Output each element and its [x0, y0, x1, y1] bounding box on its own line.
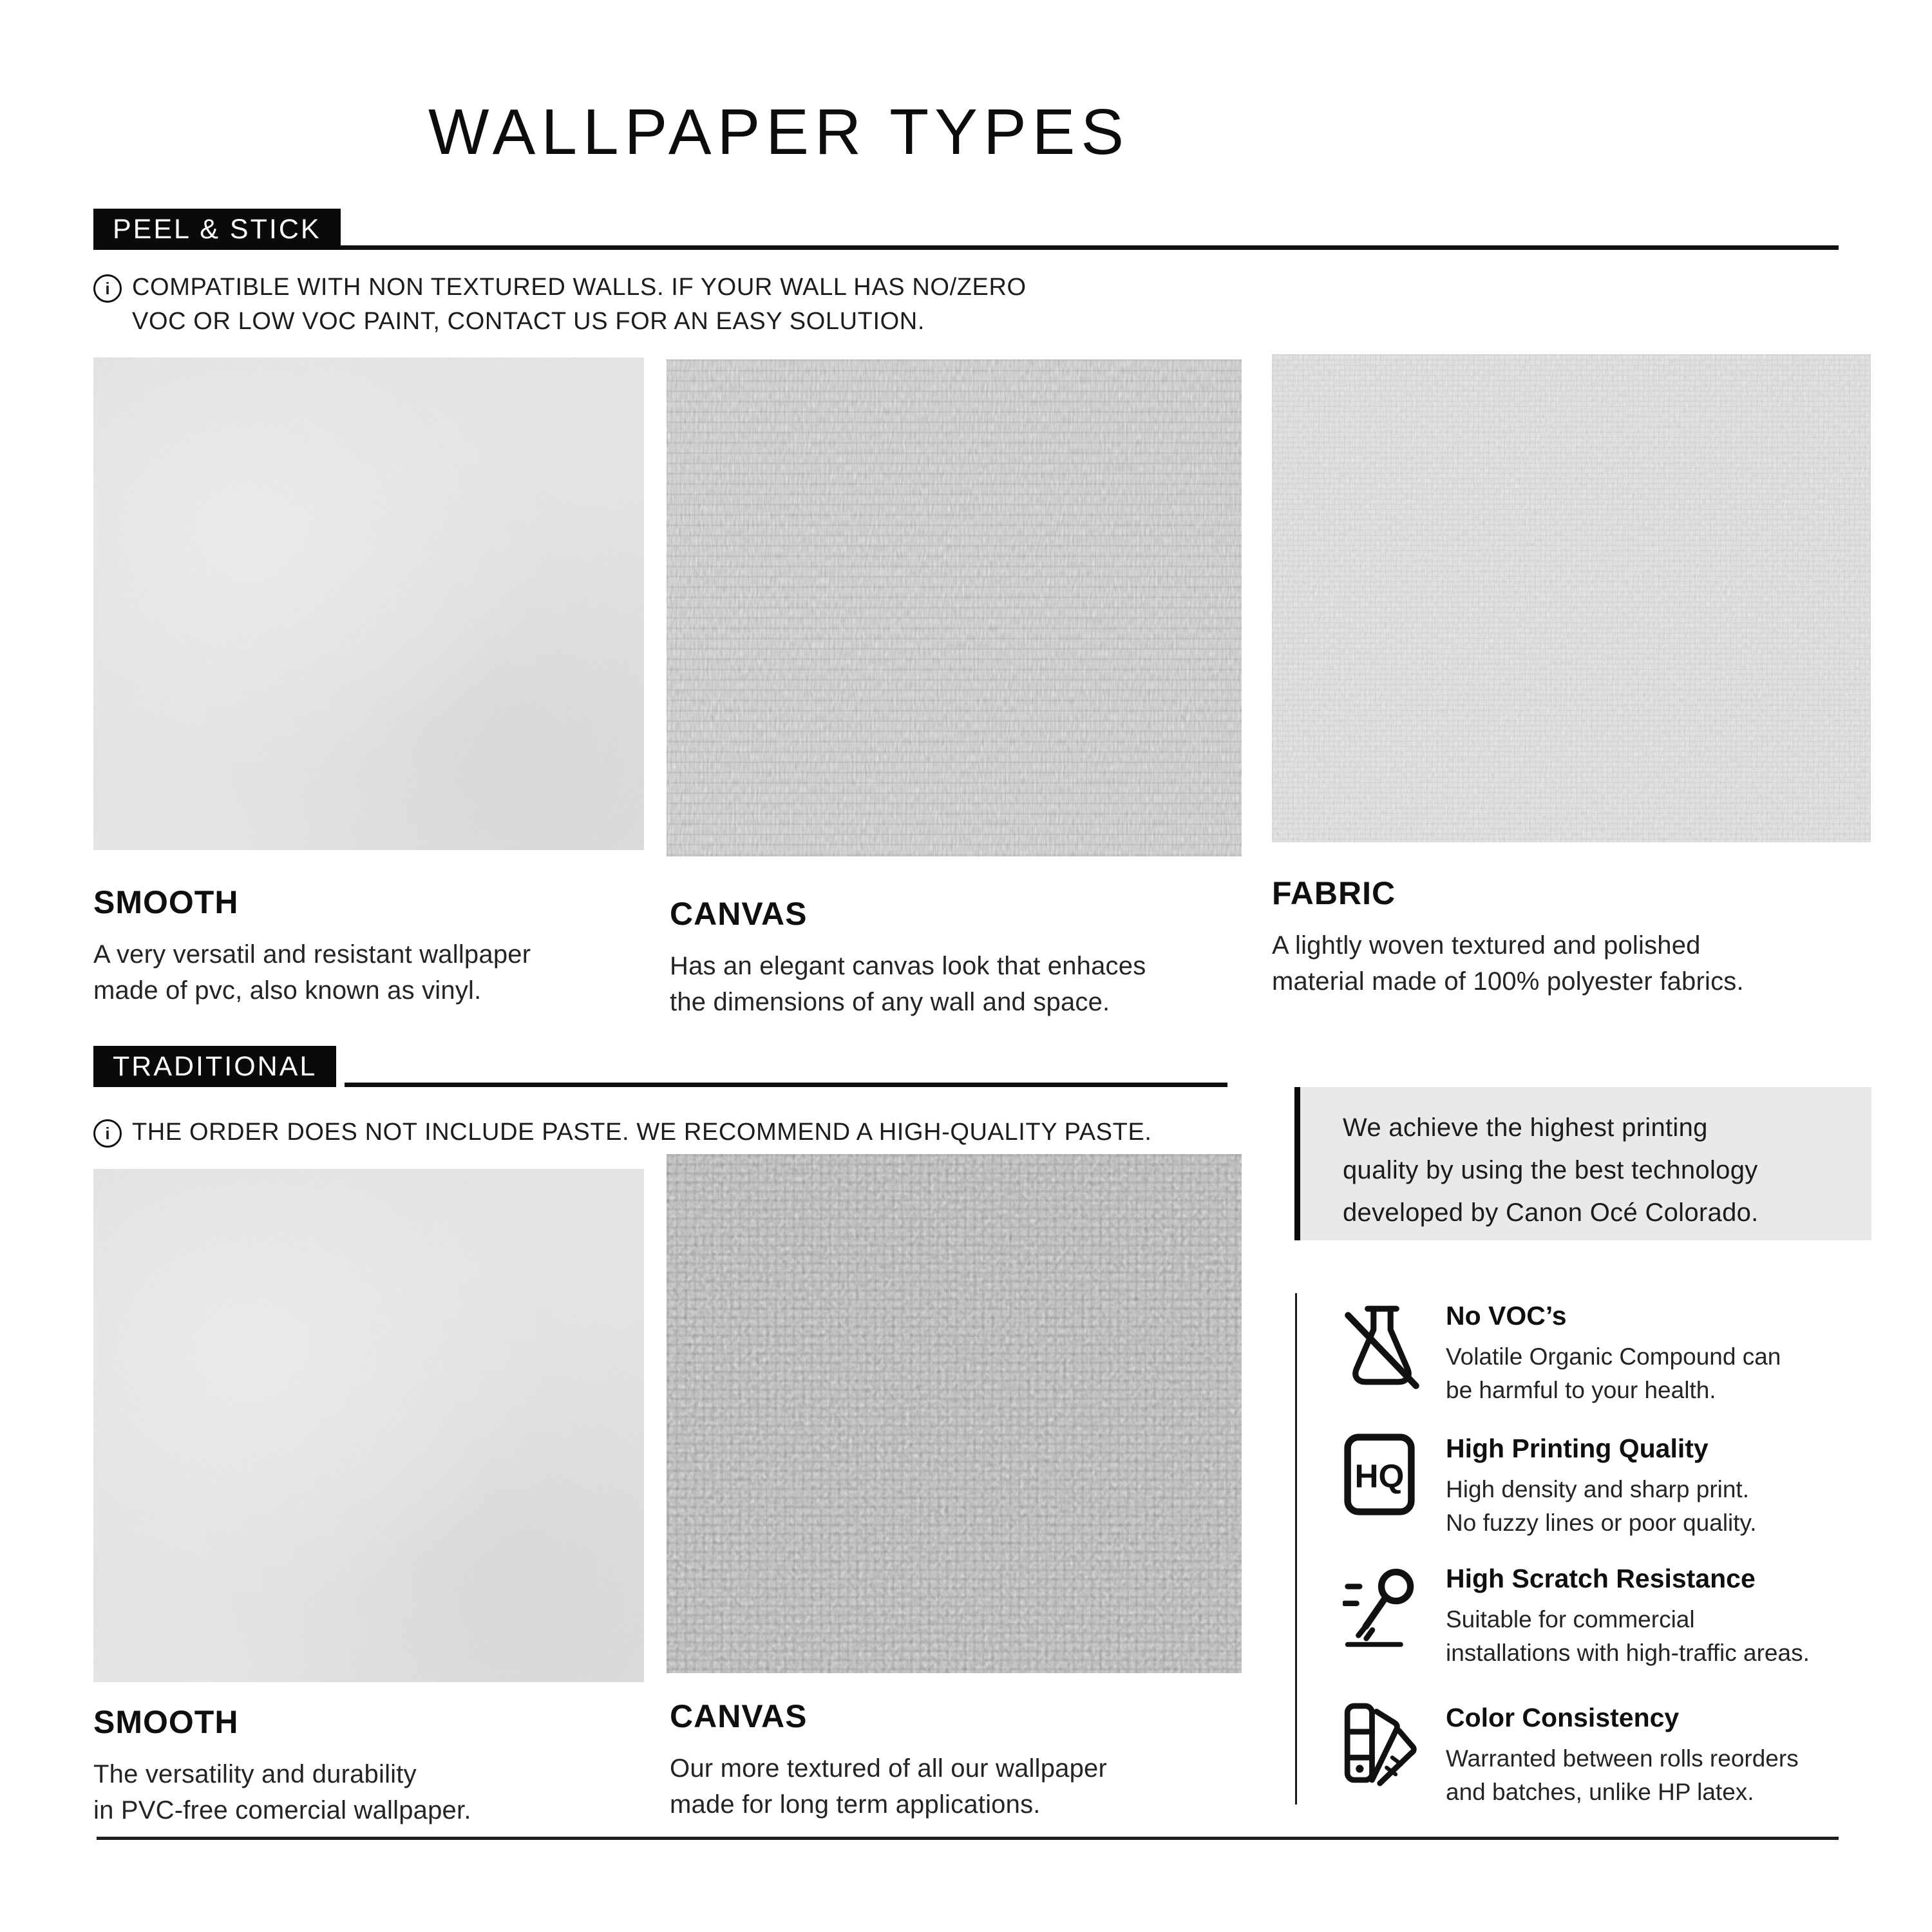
caption-title: CANVAS: [670, 896, 808, 932]
caption-peel-stick-fabric: [1272, 875, 1744, 999]
traditional-divider-line: [345, 1083, 1227, 1087]
feature-no-voc: [1343, 1300, 1781, 1407]
texture-noise: [667, 1154, 1242, 1673]
peel-stick-divider-line: [322, 245, 1839, 250]
texture-noise: [667, 359, 1242, 857]
no-voc-flask-icon: [1343, 1300, 1421, 1407]
caption-traditional-smooth: [93, 1703, 471, 1828]
swatch-traditional-smooth: [93, 1169, 644, 1682]
caption-text: Has an elegant canvas look that enhaces the dimensions of any wall and space.: [670, 952, 1146, 1016]
caption-traditional-canvas: [670, 1698, 1107, 1823]
texture-noise: [93, 1169, 644, 1682]
color-swatchbook-icon: [1343, 1701, 1421, 1809]
caption-title: CANVAS: [670, 1698, 808, 1734]
caption-text: A lightly woven textured and polished material made of 100% polyester fabrics.: [1272, 931, 1744, 996]
swatch-peel-stick-smooth: [93, 357, 644, 850]
feature-title: High Scratch Resistance: [1446, 1564, 1756, 1593]
feature-text: Color Consistency Warranted between rolls reorders and batches, unlike HP latex.: [1446, 1703, 1799, 1805]
printing-quality-highlight: We achieve the highest printing quality by using the best technology developed by Canon Océ Colorado.: [1294, 1087, 1871, 1240]
info-icon: i: [93, 274, 122, 303]
texture-noise: [93, 357, 644, 850]
feature-title: High Printing Quality: [1446, 1434, 1709, 1463]
caption-title: FABRIC: [1272, 875, 1396, 911]
swatch-traditional-canvas: [667, 1154, 1242, 1673]
feature-title: No VOC’s: [1446, 1301, 1567, 1331]
feature-text: High Printing Quality High density and sharp print. No fuzzy lines or poor quality.: [1446, 1434, 1757, 1536]
section-label-traditional: TRADITIONAL: [93, 1046, 336, 1087]
caption-peel-stick-canvas: [670, 895, 1146, 1020]
peel-stick-info-note: [93, 270, 1027, 339]
footer-divider-line: [97, 1837, 1839, 1840]
features-divider-line: [1295, 1293, 1297, 1804]
caption-text: Our more textured of all our wallpaper made for long term applications.: [670, 1754, 1108, 1819]
caption-text: The versatility and durability in PVC-free comercial wallpaper.: [93, 1760, 471, 1824]
peel-stick-info-text: COMPATIBLE WITH NON TEXTURED WALLS. IF YOUR WALL HAS NO/ZERO VOC OR LOW VOC PAINT, CONTACT US FOR AN EASY SOLUTION.: [132, 274, 1027, 335]
texture-noise: [1272, 354, 1871, 842]
section-label-peel-stick: PEEL & STICK: [93, 209, 341, 250]
feature-high-scratch-resistance: [1343, 1562, 1810, 1670]
feature-text: No VOC’s Volatile Organic Compound can be harmful to your health.: [1446, 1301, 1781, 1403]
caption-title: SMOOTH: [93, 884, 239, 920]
feature-list: [1343, 1300, 1897, 1828]
caption-title: SMOOTH: [93, 1704, 239, 1740]
feature-text: High Scratch Resistance Suitable for commercial installations with high-traffic areas.: [1446, 1564, 1810, 1666]
caption-peel-stick-smooth: [93, 884, 531, 1009]
hq-letters: HQ: [1354, 1457, 1405, 1495]
scratch-key-icon: [1343, 1562, 1421, 1670]
hq-badge-icon: [1343, 1432, 1421, 1540]
info-icon: i: [93, 1119, 122, 1148]
feature-high-printing-quality: [1343, 1432, 1757, 1540]
swatch-peel-stick-canvas: [667, 359, 1242, 857]
traditional-info-text: THE ORDER DOES NOT INCLUDE PASTE. WE RECOMMEND A HIGH-QUALITY PASTE.: [132, 1119, 1152, 1146]
caption-text: A very versatil and resistant wallpaper made of pvc, also known as vinyl.: [93, 940, 531, 1005]
feature-title: Color Consistency: [1446, 1703, 1680, 1732]
traditional-info-note: [93, 1115, 1152, 1150]
swatch-peel-stick-fabric: [1272, 354, 1871, 842]
feature-color-consistency: [1343, 1701, 1799, 1809]
page-title: WALLPAPER TYPES: [428, 96, 1130, 168]
